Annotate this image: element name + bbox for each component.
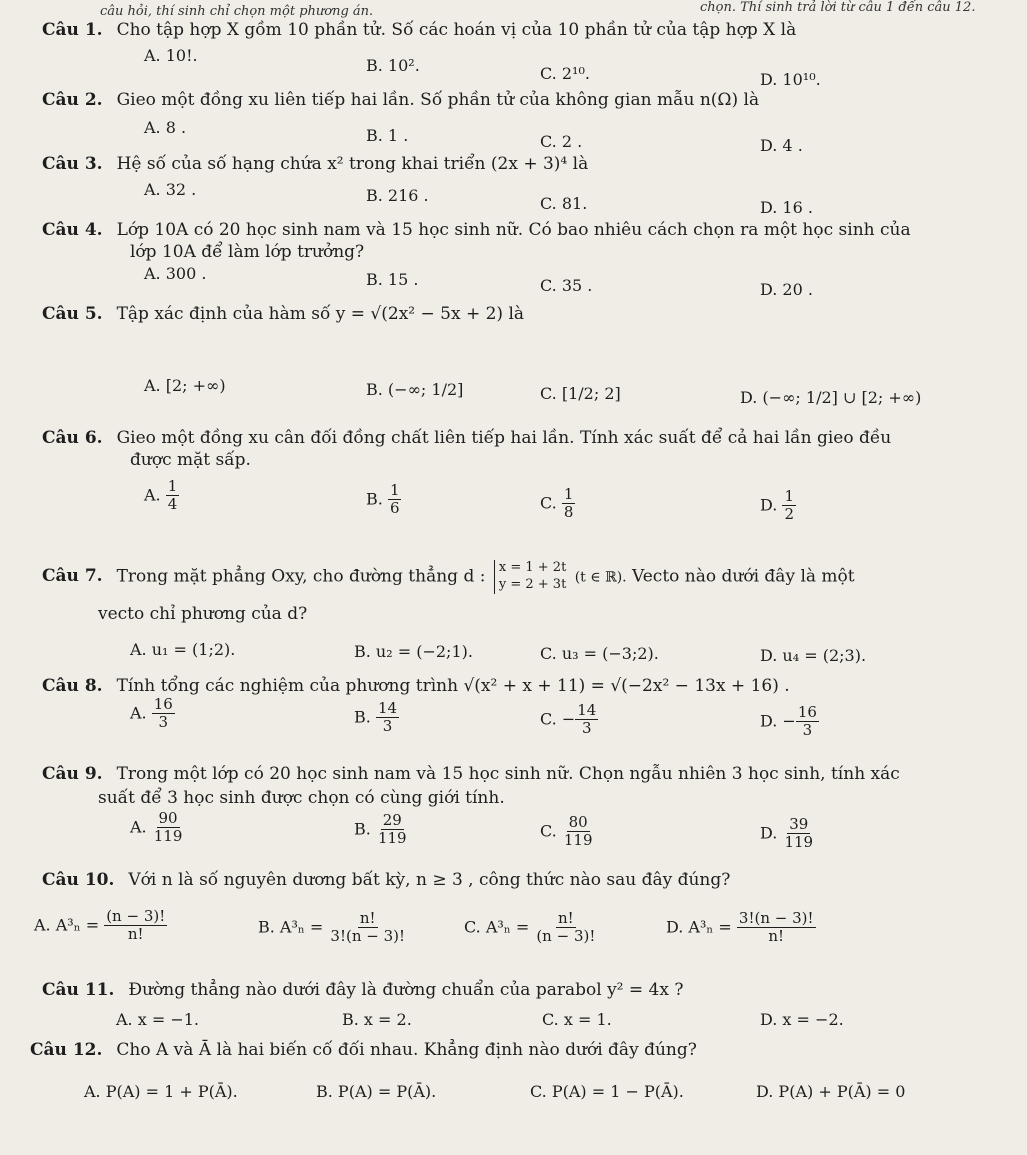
option-d[interactable]: D. 20 . [760,280,813,299]
option-b[interactable]: B. A³ₙ = $\frac{n!}{3!(n - 3)!}$ [258,909,406,946]
question-9 [42,764,900,784]
option-d[interactable]: D. $\frac{1}{2}$ [760,487,794,524]
question-5 [42,304,524,324]
option-d[interactable]: D. A³ₙ = $\frac{3!(n - 3)!}{n!}$ [666,909,814,946]
question-6 [42,428,891,448]
option-d[interactable]: D. 4 . [760,136,803,155]
fraction: $\frac{29}{119}$ [377,811,407,848]
question-label: Câu 5. [42,304,103,324]
question-text: Tính tổng các nghiệm của phương trình √(x² + x + 11) = √(−2x² − 13x + 16) . [116,676,790,696]
fraction: $\frac{3!(n - 3)!}{n!}$ [738,909,814,946]
fraction: $\frac{80}{119}$ [563,813,593,850]
option-b[interactable]: B. $\frac{29}{119}$ [354,811,407,848]
option-c[interactable]: C. $\frac{80}{119}$ [540,813,593,850]
question-label: Câu 2. [42,90,103,110]
option-a[interactable]: A. 10!. [144,46,198,65]
option-b[interactable]: B. (−∞; 1/2] [366,380,464,399]
question-text: Cho tập hợp X gồm 10 phần tử. Số các hoán vị của 10 phần tử của tập hợp X là [116,20,797,40]
option-a[interactable]: A. $\frac{1}{4}$ [144,477,178,514]
option-b[interactable]: B. 15 . [366,270,419,289]
option-d[interactable]: D. P(A) + P(Ā) = 0 [756,1082,906,1101]
fraction: $\frac{(n - 3)!}{n!}$ [106,907,166,944]
question-text: Đường thẳng nào dưới đây là đường chuẩn của parabol y² = 4x ? [128,980,684,1000]
fraction: $\frac{1}{6}$ [389,481,400,518]
question-11 [42,980,683,1000]
question-text: Tập xác định của hàm số y = √(2x² − 5x + 2) là [116,304,525,324]
option-b[interactable]: B. x = 2. [342,1010,412,1029]
fraction: $\frac{n!}{3!(n - 3)!}$ [330,909,406,946]
option-c[interactable]: C. 2¹⁰. [540,64,590,83]
option-a[interactable]: A. A³ₙ = $\frac{(n - 3)!}{n!}$ [34,907,166,944]
question-label: Câu 9. [42,764,103,784]
fraction: $\frac{1}{4}$ [167,477,178,514]
option-c[interactable]: C. u₃ = (−3;2). [540,644,659,663]
header-right: chọn. Thí sinh trả lời từ câu 1 đến câu 12. [700,0,976,15]
question-text: Cho A và Ā là hai biến cố đối nhau. Khẳng định nào dưới đây đúng? [116,1040,697,1060]
option-a[interactable]: A. u₁ = (1;2). [130,640,236,659]
question-text: Với n là số nguyên dương bất kỳ, n ≥ 3 , công thức nào sau đây đúng? [128,870,731,890]
option-c[interactable]: C. x = 1. [542,1010,612,1029]
question-3 [42,154,588,174]
option-a[interactable]: A. [2; +∞) [144,376,226,395]
header-left: câu hỏi, thí sinh chỉ chọn một phương án. [100,4,374,19]
fraction: $\frac{16}{3}$ [153,695,173,732]
fraction: $\frac{14}{3}$ [377,699,398,736]
option-c[interactable]: C. 35 . [540,276,593,295]
option-b[interactable]: B. 1 . [366,126,409,145]
fraction: $\frac{16}{3}$ [797,703,817,740]
question-label: Câu 11. [42,980,115,1000]
option-a[interactable]: A. $\frac{16}{3}$ [130,695,173,732]
option-c[interactable]: C. [1/2; 2] [540,384,621,403]
option-c[interactable]: C. A³ₙ = $\frac{n!}{(n - 3)!}$ [464,909,596,946]
question-label: Câu 7. [42,566,103,587]
option-c[interactable]: C. − $\frac{14}{3}$ [540,701,597,738]
option-b[interactable]: B. $\frac{14}{3}$ [354,699,398,736]
question-text-cont: suất để 3 học sinh được chọn có cùng giới tính. [98,788,505,808]
question-8 [42,676,790,696]
question-12 [30,1040,697,1060]
option-d[interactable]: D. − $\frac{16}{3}$ [760,703,817,740]
question-10 [42,870,730,890]
fraction: $\frac{1}{8}$ [563,485,574,522]
option-d[interactable]: D. 10¹⁰. [760,70,821,89]
question-7: Câu 7. Trong mặt phẳng Oxy, cho đường thẳng d : x = 1 + 2t y = 2 + 3t (t ∈ ℝ). Vecto nào dưới đây là một [42,560,855,592]
option-a[interactable]: A. 300 . [144,264,207,283]
option-b[interactable]: B. 10². [366,56,420,75]
question-text: Gieo một đồng xu liên tiếp hai lần. Số phần tử của không gian mẫu n(Ω) là [116,90,760,110]
option-a[interactable]: A. P(A) = 1 + P(Ā). [84,1082,238,1101]
option-c[interactable]: C. 81. [540,194,588,213]
option-b[interactable]: B. P(A) = P(Ā). [316,1082,437,1101]
fraction: $\frac{90}{119}$ [153,809,183,846]
option-a[interactable]: A. 8 . [144,118,187,137]
question-text-cont: được mặt sấp. [130,450,251,470]
question-label: Câu 12. [30,1040,103,1060]
question-label: Câu 10. [42,870,115,890]
question-2 [42,90,759,110]
option-c[interactable]: C. 2 . [540,132,583,151]
option-a[interactable]: A. $\frac{90}{119}$ [130,809,183,846]
question-text: Gieo một đồng xu cân đối đồng chất liên tiếp hai lần. Tính xác suất để cả hai lần gieo đều [116,428,892,448]
option-b[interactable]: B. $\frac{1}{6}$ [366,481,400,518]
option-d[interactable]: D. x = −2. [760,1010,844,1029]
question-label: Câu 4. [42,220,103,240]
fraction: $\frac{n!}{(n - 3)!}$ [536,909,596,946]
question-4 [42,220,911,240]
option-b[interactable]: B. 216 . [366,186,429,205]
question-label: Câu 6. [42,428,103,448]
question-text-cont: vecto chỉ phương của d? [98,604,308,624]
option-d[interactable]: D. (−∞; 1/2] ∪ [2; +∞) [740,388,922,407]
option-d[interactable]: D. 16 . [760,198,813,217]
option-a[interactable]: A. x = −1. [116,1010,199,1029]
question-label: Câu 8. [42,676,103,696]
option-d[interactable]: D. $\frac{39}{119}$ [760,815,814,852]
fraction: $\frac{1}{2}$ [784,487,794,524]
question-label: Câu 1. [42,20,103,40]
parametric-system: x = 1 + 2t y = 2 + 3t [494,560,566,594]
question-text: Lớp 10A có 20 học sinh nam và 15 học sinh nữ. Có bao nhiêu cách chọn ra một học sinh của [116,220,911,240]
fraction: $\frac{14}{3}$ [577,701,597,738]
option-d[interactable]: D. u₄ = (2;3). [760,646,867,665]
option-a[interactable]: A. 32 . [144,180,197,199]
question-text: Hệ số của số hạng chứa x² trong khai triển (2x + 3)⁴ là [116,154,589,174]
option-c[interactable]: C. P(A) = 1 − P(Ā). [530,1082,684,1101]
option-b[interactable]: B. u₂ = (−2;1). [354,642,473,661]
question-text: Trong mặt phẳng Oxy, cho đường thẳng d : [116,566,486,587]
question-text-cont: lớp 10A để làm lớp trưởng? [130,242,365,262]
question-label: Câu 3. [42,154,103,174]
fraction: $\frac{39}{119}$ [784,815,814,852]
option-c[interactable]: C. $\frac{1}{8}$ [540,485,574,522]
question-1 [42,20,796,40]
question-text: Trong một lớp có 20 học sinh nam và 15 học sinh nữ. Chọn ngẫu nhiên 3 học sinh, tính xác [116,764,900,784]
